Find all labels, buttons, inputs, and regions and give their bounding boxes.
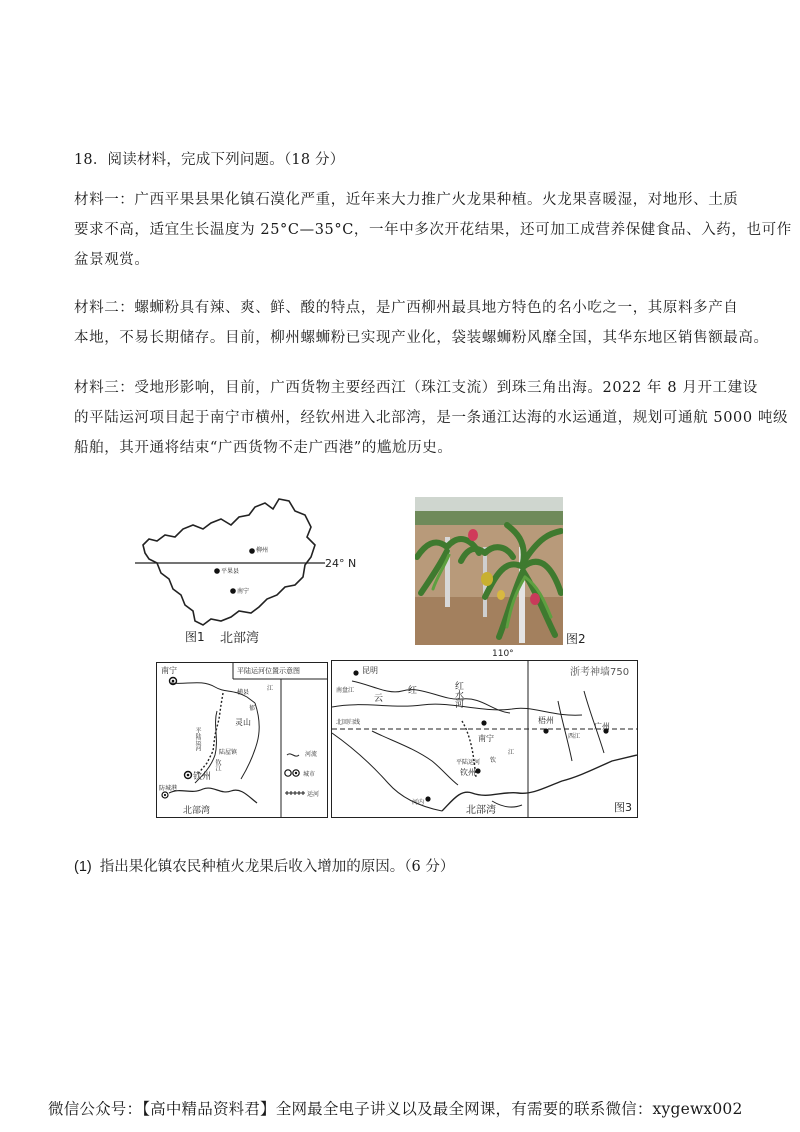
hong-label: 红: [408, 686, 418, 696]
city-label-liuzhou: 柳州: [256, 547, 269, 554]
figure-1-map: [135, 495, 370, 647]
yun-label: 云: [374, 694, 384, 704]
figure-1-label: 图1: [185, 630, 205, 644]
inset-fangcheng-label: 防城港: [159, 785, 178, 792]
guangxi-outline-map: [135, 495, 370, 647]
liuzhou-dot: [249, 548, 255, 554]
material-two: [74, 293, 769, 353]
inset-river-char: 郁: [249, 705, 256, 712]
figure-2-label: 图2: [566, 632, 586, 646]
material-one: [74, 185, 792, 275]
material-three-line: 船舶，其开通将结束“广西货物不走广西港”的尴尬历史。: [74, 440, 453, 456]
nanning-label: 南宁: [478, 734, 494, 743]
city-label-nanning: 南宁: [237, 588, 250, 595]
question-title: 18．阅读材料，完成下列问题。（18 分）: [74, 152, 345, 168]
wuzhou-label: 梧州: [538, 716, 554, 725]
qinzhou-label: 钦州: [460, 768, 476, 777]
nanpan-river-label: 南盘江: [336, 687, 355, 694]
inset-qinjiang-label: 钦江: [214, 759, 221, 771]
inset-river-char: 江: [267, 685, 274, 692]
nanning-dot: [230, 588, 236, 594]
legend-river-label: 河流: [305, 751, 318, 758]
material-one-line: 盆景观赏。: [74, 252, 150, 268]
kunming-label: 昆明: [362, 666, 378, 675]
material-three: [74, 373, 789, 463]
figure-3-map: [331, 649, 638, 818]
footer-notice: 微信公众号：【高中精品资料君】全网最全电子讲义以及最全网课，有需要的联系微信：xygewx002: [48, 1100, 743, 1118]
material-one-line: 要求不高，适宜生长温度为 25°C—35°C，一年中多次开花结果，还可加工成营养保健食品、入药，也可作: [74, 222, 792, 238]
dragon-fruit-photo: [415, 497, 563, 645]
beibu-label: 北部湾: [466, 805, 496, 816]
latitude-label: 24° N: [325, 557, 357, 570]
qin-river-char: 钦: [490, 757, 497, 764]
material-two-line: 本地，不易长期储存。目前，柳州螺蛳粉已实现产业化，袋装螺蛳粉风靡全国，其华东地区销售额最高。: [74, 330, 769, 346]
inset-bay-label: 北部湾: [183, 806, 211, 816]
material-one-line: 材料一：广西平果县果化镇石漠化严重，近年来大力推广火龙果种植。火龙果喜暖湿，对地形、土质: [74, 192, 739, 208]
inset-canal-label: 平陆运河: [194, 727, 201, 751]
material-two-line: 材料二：螺蛳粉具有辣、爽、鲜、酸的特点，是广西柳州最具地方特色的名小吃之一，其原料多产自: [74, 300, 739, 316]
pinglu-canal-inset-map: [156, 662, 328, 818]
tropic-label: 北回归线: [336, 719, 361, 726]
sub-question-number: (1): [74, 859, 92, 875]
inset-qinzhou-label: 钦州: [193, 772, 212, 782]
watermark-label: 浙考神墙750: [570, 667, 630, 678]
pingguo-dot: [214, 568, 220, 574]
inset-hengzhou-label: 横县: [237, 689, 250, 696]
beibu-bay-label: 北部湾: [220, 631, 260, 646]
hongshui-river-label: 红水河: [453, 681, 463, 708]
figure-2-photo: [415, 497, 586, 646]
legend-canal-label: 运河: [307, 791, 320, 798]
guangzhou-label: 广州: [594, 722, 610, 731]
canal-label: 平陆运河: [456, 759, 481, 766]
sub-question-text: 指出果化镇农民种植火龙果后收入增加的原因。（6 分）: [99, 859, 455, 875]
inset-title: 平陆运河位置示意图: [237, 667, 300, 675]
city-label-pingguo: 平果县: [221, 568, 240, 575]
sub-question-1: [74, 855, 454, 876]
hanoi-label: 河内: [412, 799, 425, 806]
material-three-line: 的平陆运河项目起于南宁市横州，经钦州进入北部湾，是一条通江达海的水运通道，规划可通航 5000 吨级: [74, 410, 789, 426]
legend-city-label: 城市: [303, 771, 316, 778]
figure-3-label: 图3: [614, 801, 632, 814]
inset-town-label: 陆屋镇: [219, 749, 238, 756]
material-three-line: 材料三：受地形影响，目前，广西货物主要经西江（珠江支流）到珠三角出海。2022 年 8 月开工建设: [74, 380, 758, 396]
inset-lingshan-label: 灵山: [235, 718, 251, 727]
xijiang-label: 西江: [568, 733, 581, 740]
qin-river-char: 江: [508, 749, 515, 756]
inset-nanning-label: 南宁: [161, 666, 177, 675]
longitude-label: 110°: [492, 649, 514, 659]
